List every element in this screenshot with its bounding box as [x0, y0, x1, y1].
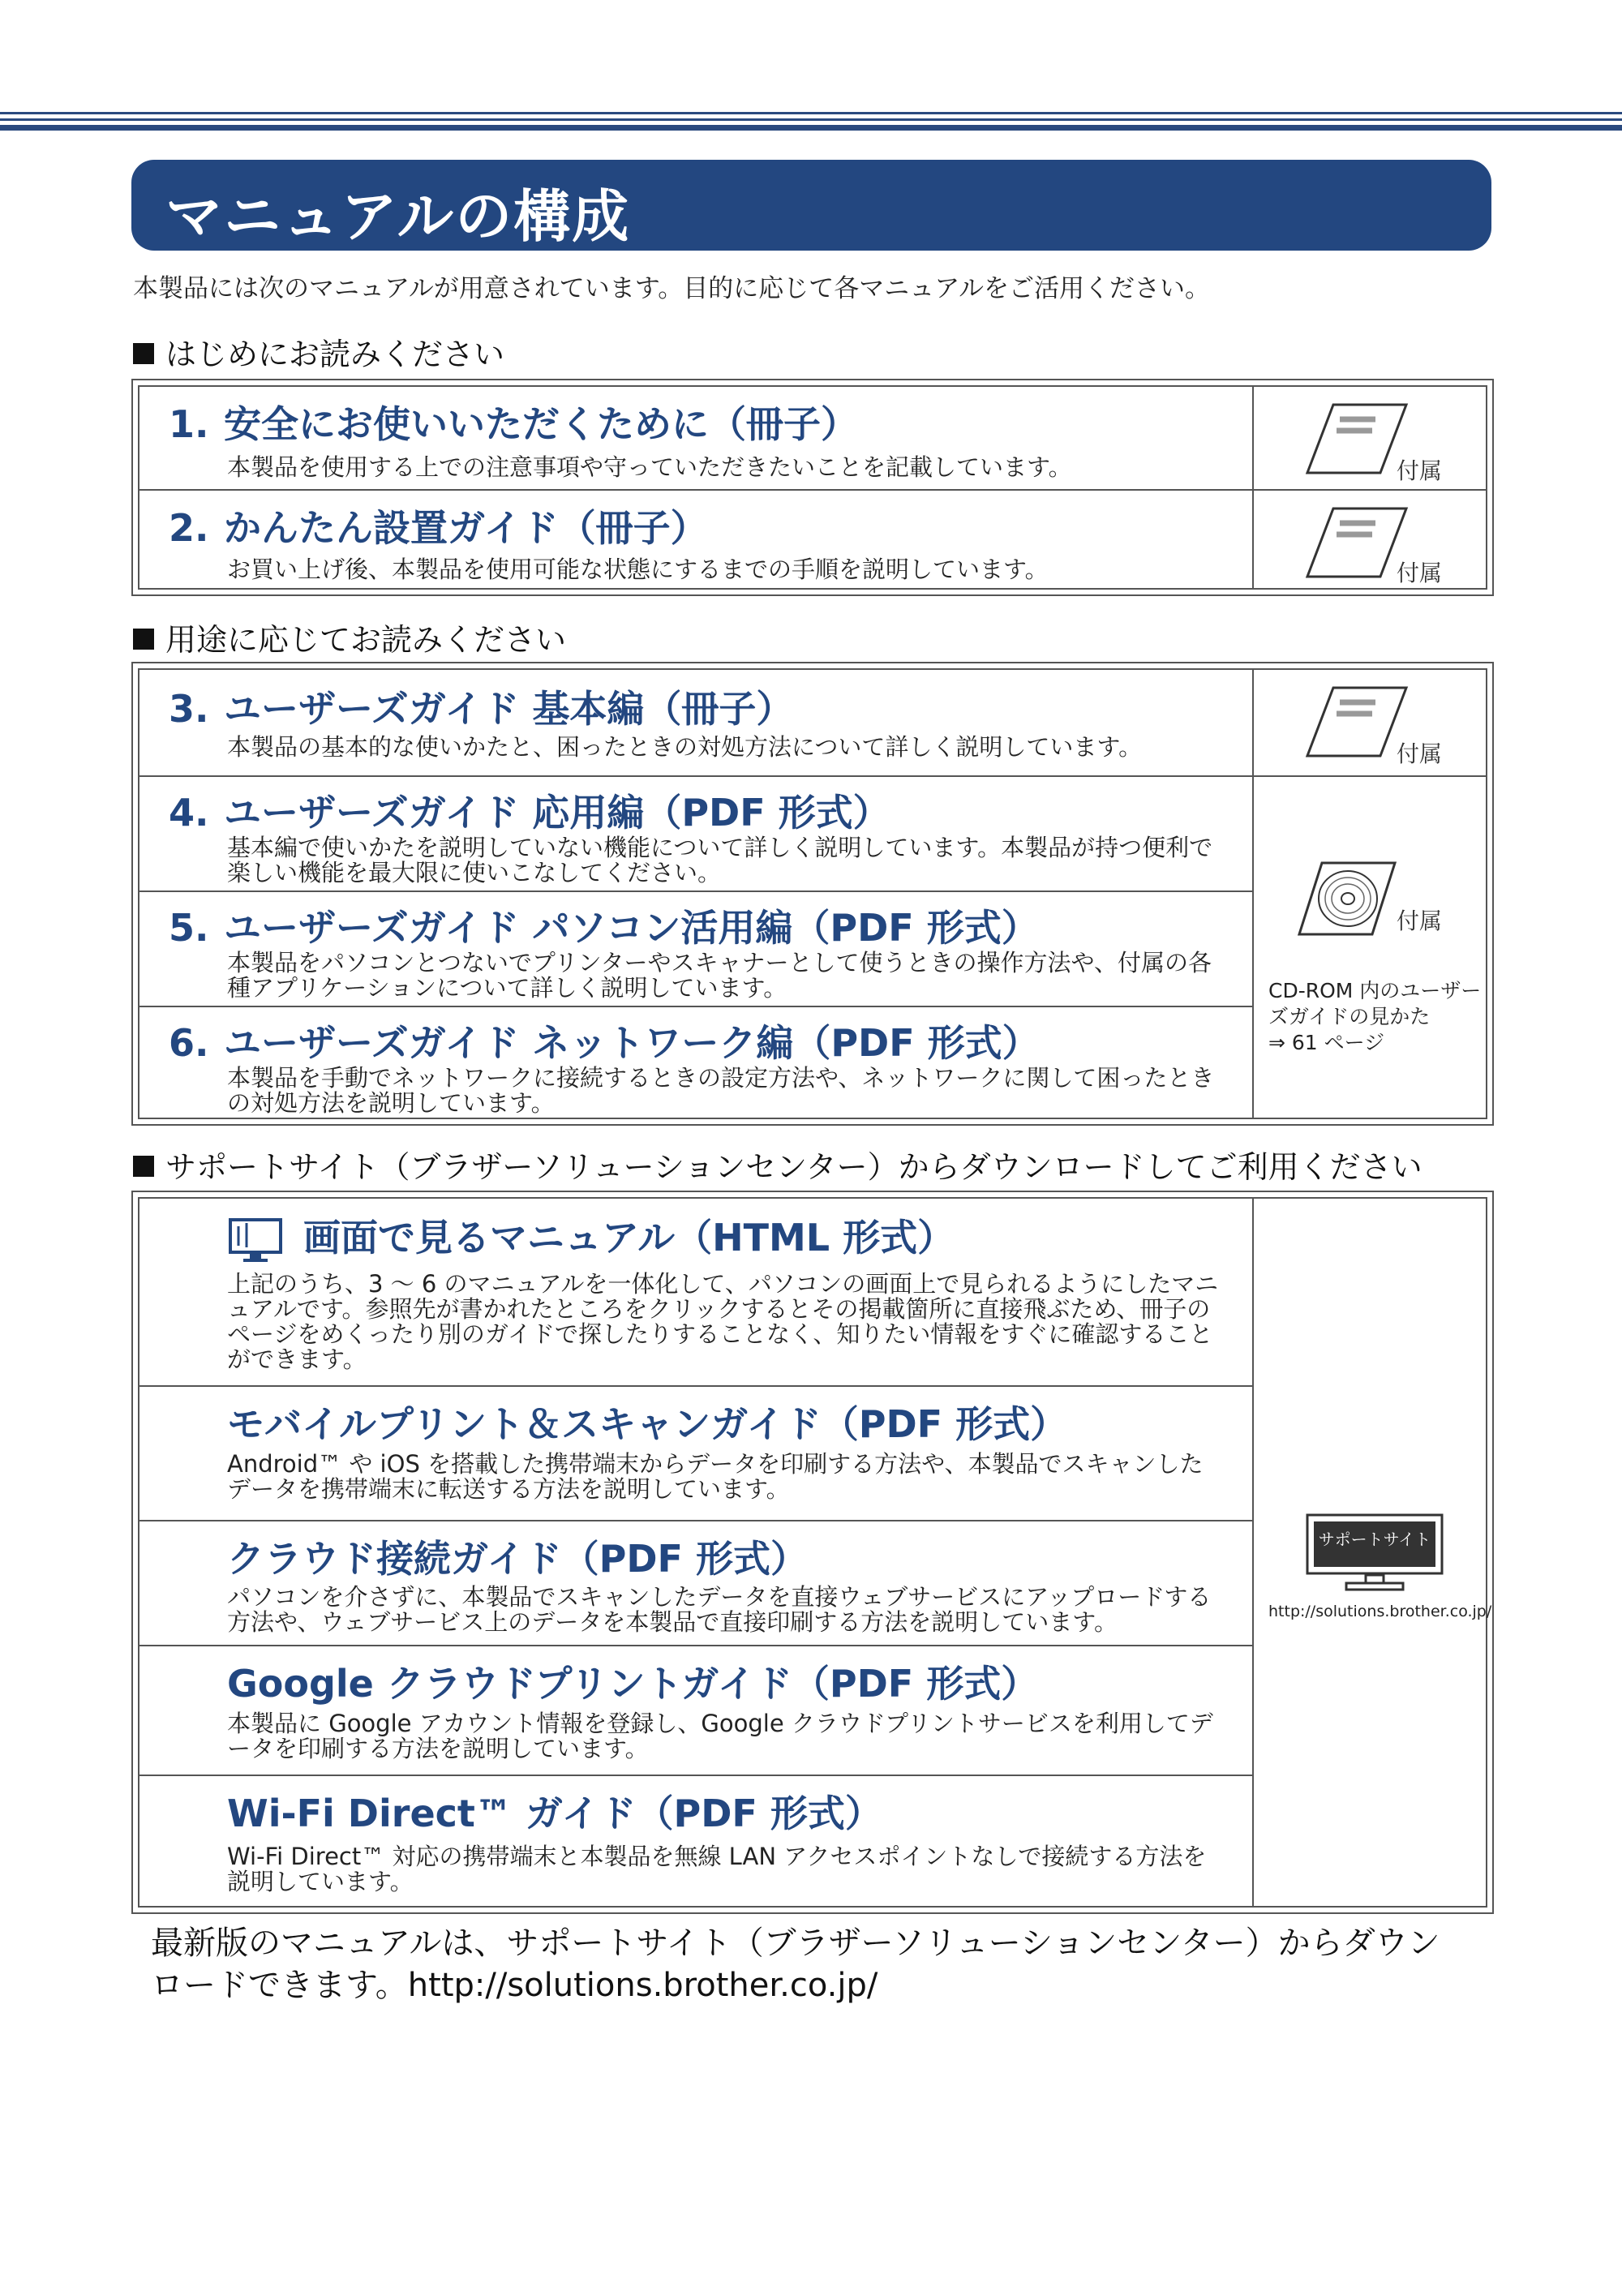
- page-title: マニュアルの構成: [165, 183, 631, 250]
- screen-manual-icon: [227, 1215, 289, 1265]
- section-box-support: [131, 1191, 1494, 1914]
- cd-rom-icon: [1294, 858, 1400, 939]
- manual-row: [139, 491, 1252, 588]
- manual-title[interactable]: Wi-Fi Direct™ ガイド（PDF 形式）: [227, 1792, 882, 1835]
- manual-desc: 本製品を手動でネットワークに接続するときの設定方法や、ネットワークに関して困ったときの対処方法を説明しています。: [227, 1064, 1215, 1117]
- manual-title[interactable]: 6. ユーザーズガイド ネットワーク編（PDF 形式）: [169, 1021, 1040, 1065]
- manual-desc: 本製品を使用する上での注意事項や守っていただきたいことを記載しています。: [227, 453, 1072, 481]
- manual-row: [139, 670, 1252, 777]
- side-cell: [1252, 491, 1487, 588]
- manual-title[interactable]: 1. 安全にお使いいただくために（冊子）: [169, 402, 858, 446]
- included-label: 付属: [1397, 740, 1443, 767]
- included-label: 付属: [1397, 457, 1443, 484]
- support-url[interactable]: http://solutions.brother.co.jp/: [1268, 1603, 1492, 1620]
- included-label: 付属: [1397, 560, 1443, 586]
- manual-desc: Wi-Fi Direct™ 対応の携帯端末と本製品を無線 LAN アクセスポイントなしで接続する方法を説明しています。: [227, 1843, 1207, 1895]
- manual-title[interactable]: 2. かんたん設置ガイド（冊子）: [169, 506, 708, 550]
- included-label: 付属: [1397, 908, 1443, 934]
- section-box-usage: [131, 662, 1494, 1126]
- manual-desc: Android™ や iOS を搭載した携帯端末からデータを印刷する方法や、本製品でスキャンしたデータを携帯端末に転送する方法を説明しています。: [227, 1450, 1204, 1503]
- manual-desc: 基本編で使いかたを説明していない機能について詳しく説明しています。本製品が持つ便利で楽しい機能を最大限に使いこなしてください。: [227, 834, 1213, 886]
- manual-desc: 本製品に Google アカウント情報を登録し、Google クラウドプリントサービスを利用してデータを印刷する方法を説明しています。: [227, 1710, 1213, 1762]
- section-heading: サポートサイト（ブラザーソリューションセンター）からダウンロードしてご利用ください: [133, 1142, 1422, 1187]
- manual-title[interactable]: 5. ユーザーズガイド パソコン活用編（PDF 形式）: [169, 906, 1039, 950]
- manual-desc: パソコンを介さずに、本製品でスキャンしたデータを直接ウェブサービスにアップロードする方法や、ウェブサービス上のデータを本製品で直接印刷する方法を説明しています。: [227, 1583, 1212, 1636]
- manual-desc: 上記のうち、3 ～ 6 のマニュアルを一体化して、パソコンの画面上で見られるようにしたマニュアルです。参照先が書かれたところをクリックするとその掲載箇所に直接飛ぶため、冊子のページをめくったり別のガイドで探したりすることなく、知りたい情報をすぐに確認することができます。: [227, 1270, 1219, 1373]
- manual-title[interactable]: Google クラウドプリントガイド（PDF 形式）: [227, 1662, 1039, 1706]
- intro-text: 本製品には次のマニュアルが用意されています。目的に応じて各マニュアルをご活用ください。: [133, 274, 1211, 303]
- manual-row: [139, 777, 1252, 892]
- side-cell: [1252, 670, 1487, 777]
- square-bullet-icon: [133, 629, 154, 650]
- manual-title[interactable]: モバイルプリント＆スキャンガイド（PDF 形式）: [227, 1402, 1068, 1446]
- manual-title[interactable]: 画面で見るマニュアル（HTML 形式）: [303, 1216, 955, 1260]
- square-bullet-icon: [133, 1156, 154, 1177]
- monitor-icon: [1306, 1513, 1444, 1591]
- header-rule: [0, 118, 1622, 121]
- section-box-inner: [138, 385, 1487, 590]
- manual-row: [139, 1646, 1252, 1776]
- title-banner: [131, 160, 1491, 251]
- manual-title[interactable]: 3. ユーザーズガイド 基本編（冊子）: [169, 687, 794, 731]
- manual-row: [139, 1776, 1252, 1906]
- footer-note: 最新版のマニュアルは、サポートサイト（ブラザーソリューションセンター）からダウン ロードできます。http://solutions.brother.co.jp/: [151, 1925, 1440, 2004]
- header-rule: [0, 112, 1622, 114]
- section-box-inner: [138, 1197, 1492, 1908]
- side-cell-support: [1252, 1199, 1492, 1906]
- square-bullet-icon: [133, 343, 154, 364]
- cd-note: CD-ROM 内のユーザー ズガイドの見かた ⇒ 61 ページ: [1268, 979, 1482, 1054]
- header-rule: [0, 125, 1622, 131]
- manual-desc: 本製品をパソコンとつないでプリンターやスキャナーとして使うときの操作方法や、付属の各種アプリケーションについて詳しく説明しています。: [227, 949, 1212, 1002]
- section-box-inner: [138, 668, 1487, 1119]
- section-box-basic: [131, 379, 1494, 596]
- manual-desc: お買い上げ後、本製品を使用可能な状態にするまでの手順を説明しています。: [227, 556, 1049, 583]
- support-screen-label: サポートサイト: [1318, 1530, 1431, 1549]
- manual-row: [139, 1521, 1252, 1646]
- manual-row: [139, 1007, 1252, 1118]
- manual-row: [139, 387, 1252, 491]
- side-cell: [1252, 387, 1487, 491]
- section-heading: 用途に応じてお読みください: [133, 615, 566, 659]
- manual-title[interactable]: 4. ユーザーズガイド 応用編（PDF 形式）: [169, 791, 890, 835]
- manual-row: [139, 892, 1252, 1007]
- manual-desc: 本製品の基本的な使いかたと、困ったときの対処方法について詳しく説明しています。: [227, 733, 1143, 761]
- manual-row: [139, 1387, 1252, 1521]
- manual-title[interactable]: クラウド接続ガイド（PDF 形式）: [227, 1537, 808, 1581]
- manual-row: [139, 1199, 1252, 1387]
- section-heading: はじめにお読みください: [133, 329, 504, 374]
- side-cell-cd: [1252, 777, 1487, 1118]
